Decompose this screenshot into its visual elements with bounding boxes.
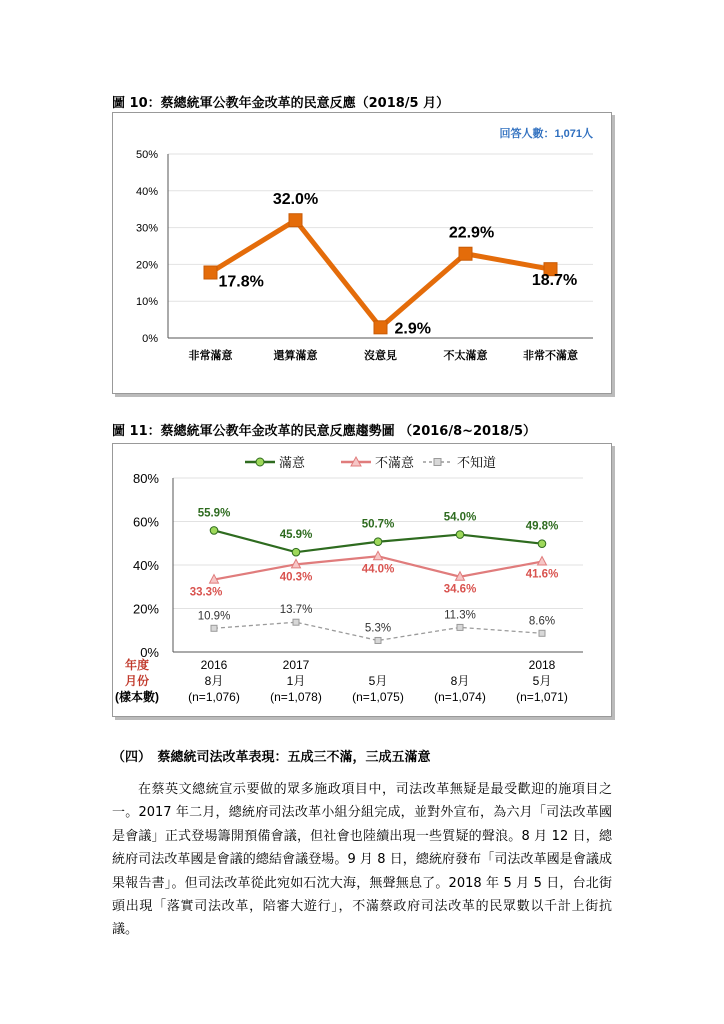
series-marker (539, 630, 545, 636)
x-tick-label: 5月 (532, 674, 552, 688)
x-row-header: (樣本數) (115, 690, 159, 704)
x-tick-label: (n=1,071) (516, 690, 568, 704)
legend-label: 滿意 (279, 455, 306, 470)
figure10-svg (113, 113, 611, 393)
x-category-label: 非常不滿意 (523, 350, 578, 362)
x-tick-label: 8月 (204, 674, 224, 688)
x-tick-label: (n=1,076) (188, 690, 240, 704)
series-marker (375, 637, 381, 643)
x-category-label: 沒意見 (364, 350, 397, 362)
x-category-label: 不太滿意 (443, 350, 488, 362)
x-tick-label: 2016 (200, 658, 228, 672)
data-label: 49.8% (525, 520, 559, 533)
x-tick-label: 5月 (368, 674, 388, 688)
legend-marker (256, 458, 264, 466)
section-heading: （四） 蔡總統司法改革表現：五成三不滿，三成五滿意 (112, 750, 431, 765)
series-marker (293, 619, 299, 625)
data-label: 44.0% (361, 563, 395, 576)
data-label: 32.0% (272, 191, 319, 209)
data-label: 11.3% (444, 609, 476, 622)
data-label: 45.9% (279, 529, 313, 542)
series-marker (456, 531, 464, 539)
series-marker (292, 548, 300, 556)
data-label: 2.9% (394, 320, 431, 338)
section-paragraph: 在蔡英文總統宣示要做的眾多施政項目中，司法改革無疑是最受歡迎的施項目之一。2017 年二月，總統府司法改革小組分組完成，並對外宣布，為六月「司法改革國是會議」正式登場籌開預備會議，但社會也陸續出現一些質疑的聲浪。8 月 12 日，總統府司法改革國是會議的總結會議登場。9 月 8 日，總統府發布「司法改革國是會議成果報告書」。但司法改革從此宛如石沈大海，無聲無息了。2018 年 5 月 5 日，台北街頭出現「落實司法改革，陪審大遊行」，不滿蔡政府司法改革的民眾數以千計上街抗議。 (112, 782, 612, 938)
data-label: 13.7% (279, 604, 313, 617)
data-point-marker (374, 321, 387, 334)
figure11-svg (113, 444, 611, 716)
y-tick-label: 20% (132, 601, 159, 617)
y-tick-label: 0% (140, 645, 159, 660)
x-tick-label: 2017 (282, 658, 310, 672)
y-tick-label: 30% (135, 222, 158, 235)
section-body (112, 778, 612, 942)
respondents-count: 回答人數：1,071人 (499, 128, 593, 140)
y-tick-label: 80% (132, 471, 159, 486)
data-label: 54.0% (443, 511, 477, 524)
data-label: 10.9% (197, 610, 231, 623)
x-category-label: 還算滿意 (273, 350, 318, 362)
data-label: 18.7% (531, 272, 578, 290)
x-tick-label: 1月 (286, 674, 306, 688)
figure11-title: 圖 11：蔡總統軍公教年金改革的民意反應趨勢圖 （2016/8~2018/5） (112, 424, 536, 439)
data-label: 34.6% (443, 583, 477, 596)
x-tick-label: 2018 (528, 658, 556, 672)
series-marker (457, 624, 463, 630)
y-tick-label: 0% (142, 333, 158, 345)
x-tick-label: (n=1,078) (270, 690, 322, 704)
x-category-label: 非常滿意 (188, 350, 233, 362)
y-tick-label: 60% (132, 514, 159, 530)
data-label: 33.3% (189, 586, 223, 599)
legend-label: 不知道 (457, 455, 497, 470)
series-marker (538, 557, 547, 566)
figure10-title: 圖 10：蔡總統軍公教年金改革的民意反應（2018/5 月） (112, 96, 450, 111)
data-label: 55.9% (197, 507, 231, 520)
data-label: 5.3% (364, 622, 392, 635)
y-tick-label: 40% (135, 185, 158, 198)
data-point-marker (289, 214, 302, 227)
data-label: 50.7% (361, 518, 395, 531)
series-marker (538, 540, 546, 548)
data-label: 22.9% (448, 224, 495, 242)
y-tick-label: 40% (132, 558, 159, 573)
data-label: 8.6% (528, 615, 556, 628)
x-row-header: 年度 (124, 658, 150, 672)
figure11-chart (112, 443, 612, 717)
legend-marker (434, 459, 441, 466)
data-point-marker (204, 266, 217, 279)
legend-label: 不滿意 (375, 455, 415, 470)
series-marker (374, 538, 382, 546)
data-point-marker (459, 247, 472, 260)
data-label: 17.8% (218, 273, 264, 291)
y-tick-label: 10% (135, 296, 158, 309)
x-tick-label: (n=1,075) (352, 690, 404, 704)
x-row-header: 月份 (124, 674, 150, 688)
y-tick-label: 20% (135, 259, 158, 272)
y-tick-label: 50% (135, 149, 158, 161)
data-label: 40.3% (279, 571, 313, 584)
x-tick-label: (n=1,074) (434, 690, 486, 704)
x-tick-label: 8月 (450, 674, 470, 688)
data-label: 41.6% (525, 568, 559, 581)
series-marker (210, 527, 218, 535)
figure10-chart (112, 112, 612, 394)
series-marker (211, 625, 217, 631)
